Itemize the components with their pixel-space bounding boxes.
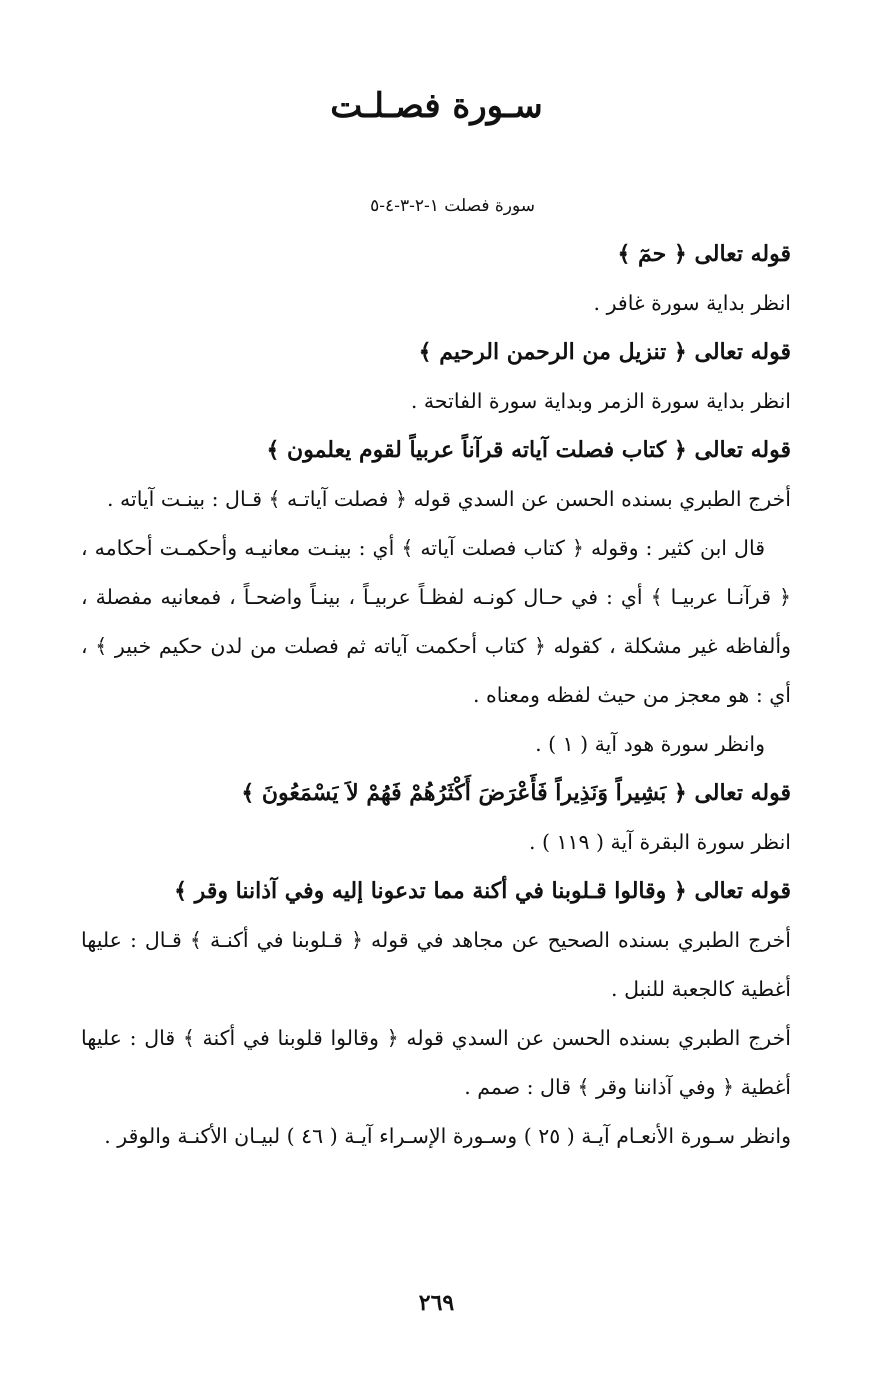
verse-heading: قوله تعالى ﴿ حمٓ ﴾ <box>617 241 791 267</box>
page-number: ٢٦٩ <box>418 1290 455 1316</box>
page-body <box>81 230 791 1161</box>
commentary-paragraph: أخرج الطبري بسنده الصحيح عن مجاهد في قوله ﴿ قـلوبنا في أكنـة ﴾ قـال : عليها أغطية كالجعبة للنبل . <box>81 928 791 1001</box>
commentary-paragraph: قال ابن كثير : وقوله ﴿ كتاب فصلت آياته ﴾ أي : بينـت معانيـه وأحكمـت أحكامه ، ﴿ قرآنـا عربيـا ﴾ أي : في حـال كونـه لفظـاً عربيـاً ، بينـاً واضحـاً ، فمعانيه مفصلة ، وألفاظه غير مشكلة ، كقوله ﴿ كتاب أحكمت آياته ثم فصلت من لدن حكيم خبير ﴾ ، أي : هو معجز من حيث لفظه ومعناه . <box>81 536 791 707</box>
verse-heading: قوله تعالى ﴿ تنزيل من الرحمن الرحيم ﴾ <box>418 339 791 365</box>
commentary-paragraph: انظر سورة البقرة آية ( ١١٩ ) . <box>528 830 791 854</box>
section-reference: سورة فصلت ١-٢-٣-٤-٥ <box>370 196 535 216</box>
commentary-paragraph: انظر بداية سورة غافر . <box>593 291 791 315</box>
commentary-paragraph: انظر بداية سورة الزمر وبداية سورة الفاتحة . <box>410 389 791 413</box>
verse-heading: قوله تعالى ﴿ كتاب فصلت آياته قرآناً عربياً لقوم يعلمون ﴾ <box>266 437 791 463</box>
commentary-paragraph: وانظر سورة هود آية ( ١ ) . <box>535 732 765 756</box>
verse-heading: قوله تعالى ﴿ وقالوا قـلوبنا في أكنة مما تدعونا إليه وفي آذاننا وقر ﴾ <box>174 878 791 904</box>
surah-title: سـورة فصـلـت <box>330 86 543 126</box>
verse-heading: قوله تعالى ﴿ بَشِيراً وَنَذِيراً فَأَعْرَضَ أَكْثَرُهُمْ فَهُمْ لاَ يَسْمَعُونَ ﴾ <box>241 780 791 806</box>
commentary-paragraph: أخرج الطبري بسنده الحسن عن السدي قوله ﴿ وقالوا قلوبنا في أكنة ﴾ قال : عليها أغطية ﴿ وفي آذاننا وقر ﴾ قال : صمم . <box>81 1026 791 1099</box>
commentary-paragraph: أخرج الطبري بسنده الحسن عن السدي قوله ﴿ فصلت آياتـه ﴾ قـال : بينـت آياته . <box>107 487 791 511</box>
commentary-paragraph: وانظر سـورة الأنعـام آيـة ( ٢٥ ) وسـورة الإسـراء آيـة ( ٤٦ ) لبيـان الأكنـة والوقر . <box>104 1124 791 1148</box>
